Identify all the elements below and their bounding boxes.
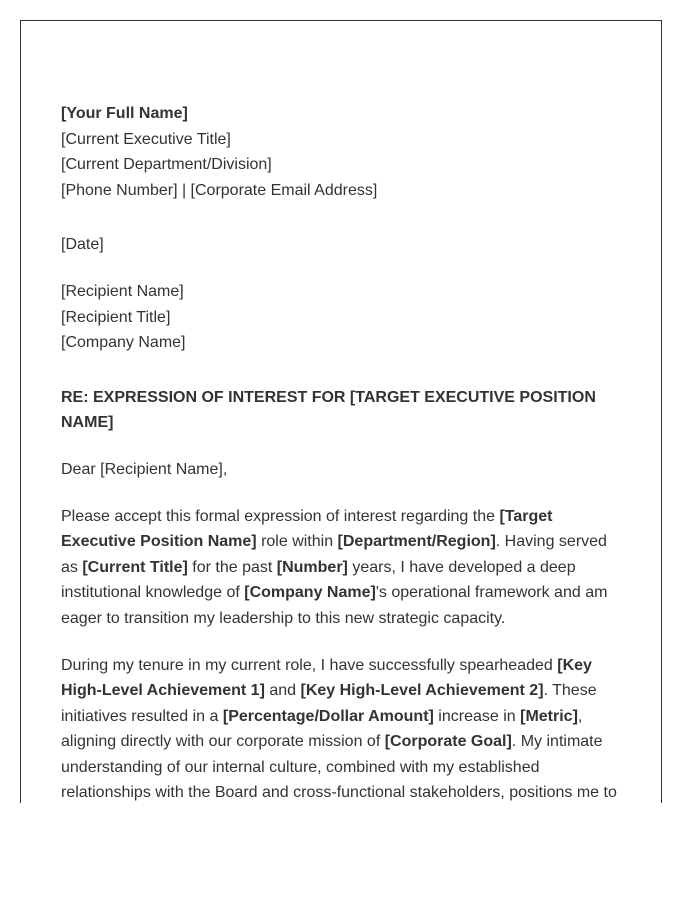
subject-line-1: RE: EXPRESSION OF INTEREST FOR [TARGET EXECUTIVE POSITION	[61, 388, 596, 406]
recipient-name: [Recipient Name]	[61, 282, 184, 300]
p1-text: 's operational framework and am	[375, 584, 608, 602]
letter-content	[61, 101, 621, 803]
p2-text: ,	[577, 707, 583, 725]
p2-placeholder: [Metric]	[520, 707, 578, 725]
p2-text: increase in	[433, 707, 521, 725]
p2-text: initiatives resulted in a	[61, 707, 223, 725]
p1-text: years, I have developed a deep	[347, 558, 576, 576]
sender-name: [Your Full Name]	[61, 105, 188, 122]
p1-placeholder: [Number]	[276, 558, 348, 576]
letter-page	[20, 20, 662, 803]
p1-placeholder: [Department/Region]	[337, 533, 496, 551]
p1-text: institutional knowledge of	[61, 584, 245, 602]
sender-department: [Current Department/Division]	[61, 156, 272, 174]
p2-text: . My intimate	[511, 733, 603, 751]
p1-placeholder: Executive Position Name]	[61, 533, 257, 551]
salutation: Dear [Recipient Name],	[61, 460, 228, 478]
p1-text: eager to transition my leadership to this new strategic capacity.	[61, 609, 506, 627]
letter-date: [Date]	[61, 236, 104, 254]
sender-block	[61, 101, 621, 203]
p1-text: for the past	[187, 558, 277, 576]
p2-placeholder: High-Level Achievement 1]	[61, 682, 265, 700]
paragraph-2	[61, 653, 621, 804]
p2-text: During my tenure in my current role, I have successfully spearheaded	[61, 656, 558, 674]
sender-contact: [Phone Number] | [Corporate Email Address]	[61, 181, 378, 199]
p2-placeholder: [Percentage/Dollar Amount]	[222, 707, 434, 725]
p2-placeholder: [Key High-Level Achievement 2]	[300, 682, 544, 700]
recipient-company: [Company Name]	[61, 334, 186, 352]
p2-text: aligning directly with our corporate mission of	[61, 733, 385, 751]
paragraph-1	[61, 504, 621, 632]
p1-placeholder: [Company Name]	[244, 584, 376, 602]
recipient-title: [Recipient Title]	[61, 308, 171, 326]
p2-placeholder: [Corporate Goal]	[384, 733, 512, 751]
p1-text: . Having served	[495, 533, 607, 551]
subject-line	[61, 385, 621, 436]
recipient-block	[61, 279, 621, 356]
sender-title: [Current Executive Title]	[61, 130, 231, 148]
p1-text: role within	[256, 533, 338, 551]
p2-text: . These	[543, 682, 597, 700]
p1-placeholder: [Target	[499, 507, 553, 525]
p2-text: understanding of our internal culture, combined with my established	[61, 758, 540, 776]
p1-text: Please accept this formal expression of interest regarding the	[61, 507, 500, 525]
p2-text: and	[264, 682, 301, 700]
p2-text: relationships with the Board and cross-functional stakeholders, positions me to	[61, 784, 617, 802]
subject-line-2: NAME]	[61, 414, 114, 432]
p1-placeholder: [Current Title]	[82, 558, 188, 576]
p1-text: as	[61, 558, 83, 576]
p2-placeholder: [Key	[557, 656, 592, 674]
